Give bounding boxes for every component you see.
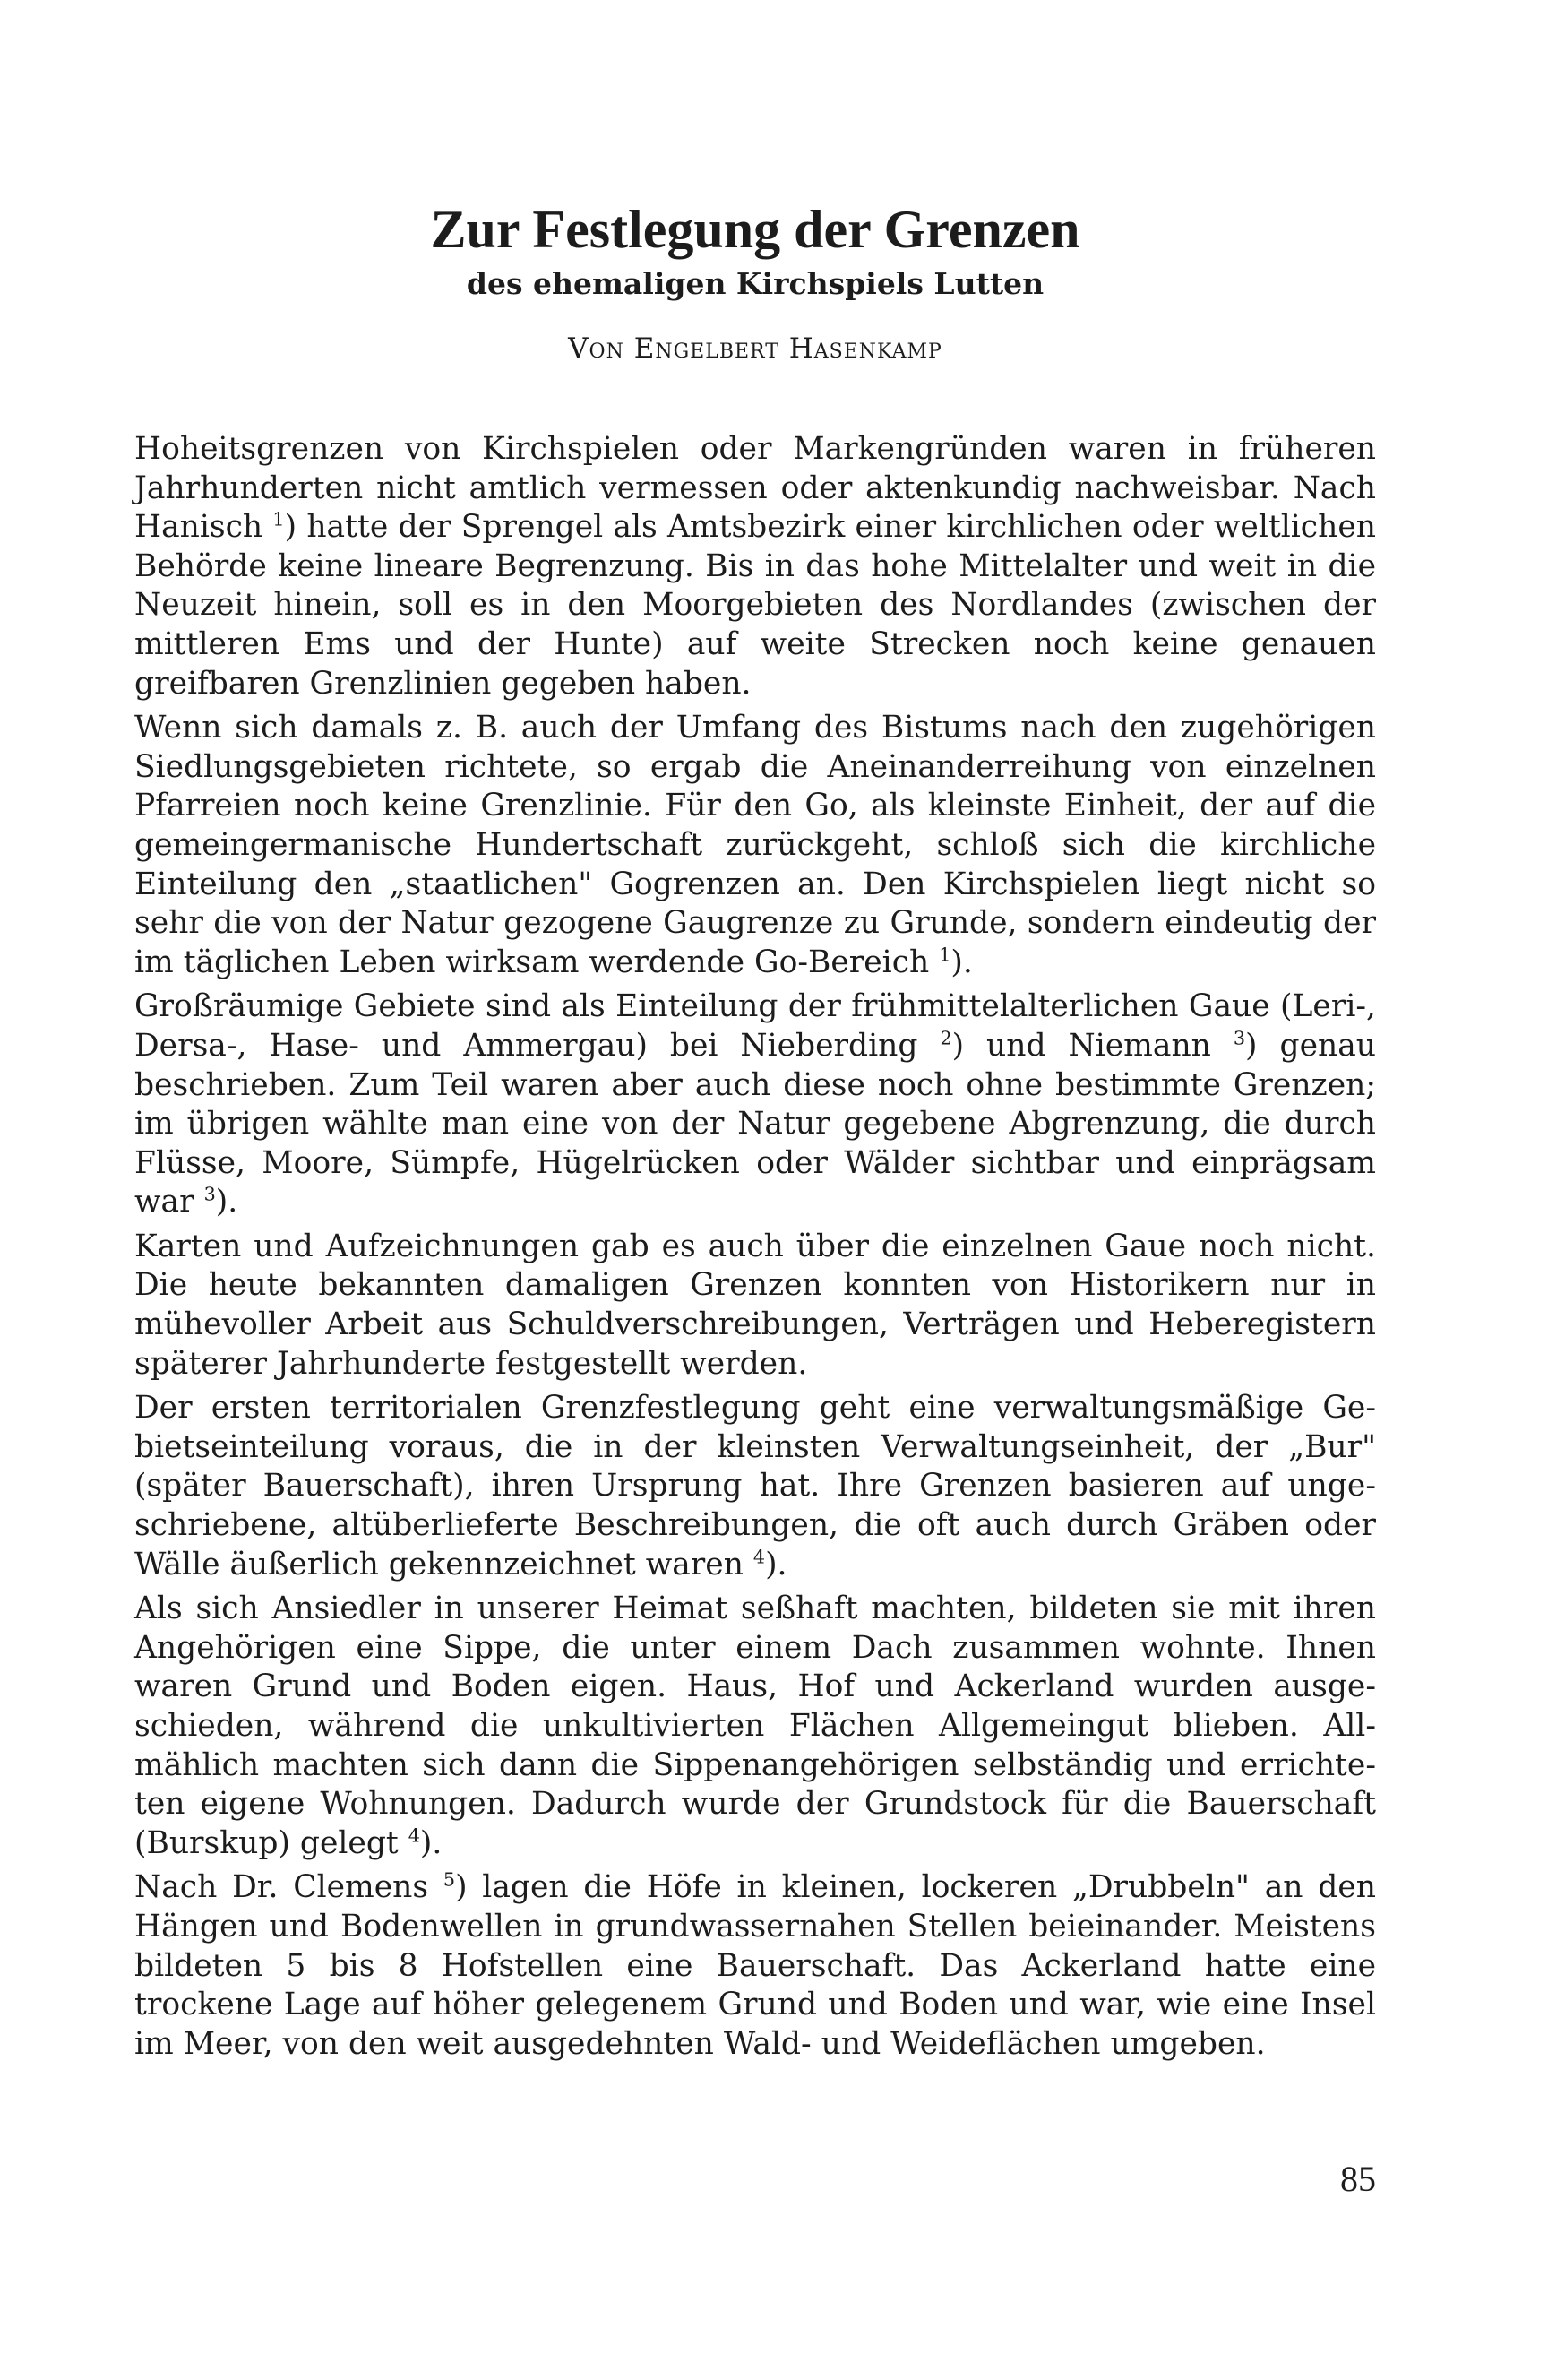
paragraph-text: ). [765,1546,787,1582]
paragraph-3 [134,987,1376,1222]
paragraph-text: Als sich Ansiedler in unserer Heimat seßhaft machten, bildeten sie mit ihren Angehörigen eine Sippe, die unter einem Dach zusammen wohnte. Ihnen waren Grund und Boden eigen. Haus, Hof und Ackerland wurden ausgeschieden, während die unkultivierten Flächen Allgemeingut blieben. Allmählich machten sich dann die Sippenangehörigen selbständig und errichteten eigene Wohnungen. Dadurch wurde der Grundstock für die Bauerschaft (Burskup) gelegt [134,1591,1376,1861]
article-title: Zur Festlegung der Grenzen [430,200,1080,259]
paragraph-text: ) hatte der Sprengel als Amtsbezirk einer kirchlichen oder weltlichen Behörde keine lineare Begrenzung. Bis in das hohe Mittelalter und weit in die Neuzeit hinein, soll es in den Moorgebieten des Nordlandes (zwischen der mittleren Ems und der Hunte) auf weite Strecken noch keine genauen greifbaren Grenzlinien gegeben haben. [134,509,1376,702]
paragraph-5 [134,1389,1376,1584]
footnote-ref: 3 [1233,1027,1246,1049]
footnote-ref: 3 [203,1183,216,1205]
paragraph-text: ). [215,1184,238,1220]
footnote-ref: 1 [939,944,951,966]
paragraph-text: Hoheitsgrenzen von Kirchspielen oder Markengründen waren in früheren Jahrhunderten nicht amtlich vermessen oder aktenkundig nachweisbar. Nach Hanisch [134,431,1376,546]
paragraph-text: ) genau beschrieben. Zum Teil waren aber auch diese noch ohne bestimmte Grenzen; im übrigen wählte man eine von der Natur gegebene Abgrenzung, die durch Flüsse, Moore, Sümpfe, Hügelrücken oder Wälder sichtbar und einprägsam war [134,1027,1376,1220]
paragraph-text: Wenn sich damals z. B. auch der Umfang des Bistums nach den zugehörigen Siedlungsgebieten richtete, so ergab die Aneinanderreihung von einzelnen Pfarreien noch keine Grenzlinie. Für den Go, als kleinste Einheit, der auf die gemeingermanische Hundertschaft zurückgeht, schloß sich die kirchliche Einteilung den „staatlichen" Gogrenzen an. Den Kirchspielen liegt nicht so sehr die von der Natur gezogene Gaugrenze zu Grunde, sondern eindeutig der im täglichen Leben wirksam werdende Go-Bereich [134,710,1376,980]
footnote-ref: 5 [443,1868,456,1891]
paragraph-text: Der ersten territorialen Grenzfestlegung geht eine verwaltungsmäßige Gebietseinteilung voraus, die in der kleinsten Verwaltungseinheit, der „Bur" (später Bauerschaft), ihren Ursprung hat. Ihre Grenzen basieren auf ungeschriebene, altüberlieferte Beschreibungen, die oft auch durch Gräben oder Wälle äußerlich gekennzeichnet waren [134,1390,1376,1582]
footnote-ref: 4 [408,1824,420,1847]
article-author: Von Engelbert Hasenkamp [568,332,942,365]
page-number: 85 [1340,2159,1376,2199]
paragraph-text: Nach Dr. Clemens [134,1869,443,1906]
paragraph-text: ) lagen die Höfe in kleinen, lockeren „Drubbeln" an den Hängen und Bodenwellen in grundwassernahen Stellen beieinander. Meistens bildeten 5 bis 8 Hofstellen eine Bauerschaft. Das Ackerland hatte eine trockene Lage auf höher gelegenem Grund und Boden und war, wie eine Insel im Meer, von den weit ausgedehnten Wald- und Weideflächen umgeben. [134,1869,1376,2062]
paragraph-text: ). [419,1824,443,1861]
article-body [134,430,1376,2069]
paragraph-text: Karten und Aufzeichnungen gab es auch über die einzelnen Gaue noch nicht. Die heute bekannten damaligen Grenzen konnten von Historikern nur in mühevoller Arbeit aus Schuldverschreibungen, Verträgen und Heberegistern späterer Jahrhunderte festgestellt werden. [134,1228,1376,1382]
footnote-ref: 1 [272,508,285,530]
paragraph-4 [134,1228,1376,1384]
paragraph-6 [134,1590,1376,1863]
article-subtitle: des ehemaligen Kirchspiels Lutten [466,266,1045,301]
paragraph-text: Großräumige Gebiete sind als Einteilung der frühmittelalterlichen Gaue (Leri-, Dersa-, Hase- und Ammergau) bei Nieberding [134,988,1376,1064]
paragraph-7 [134,1868,1376,2064]
paragraph-1 [134,430,1376,703]
paragraph-text: ). [950,944,973,980]
footnote-ref: 2 [940,1027,952,1049]
paragraph-text: ) und Niemann [951,1027,1234,1064]
footnote-ref: 4 [752,1546,766,1568]
paragraph-2 [134,709,1376,982]
